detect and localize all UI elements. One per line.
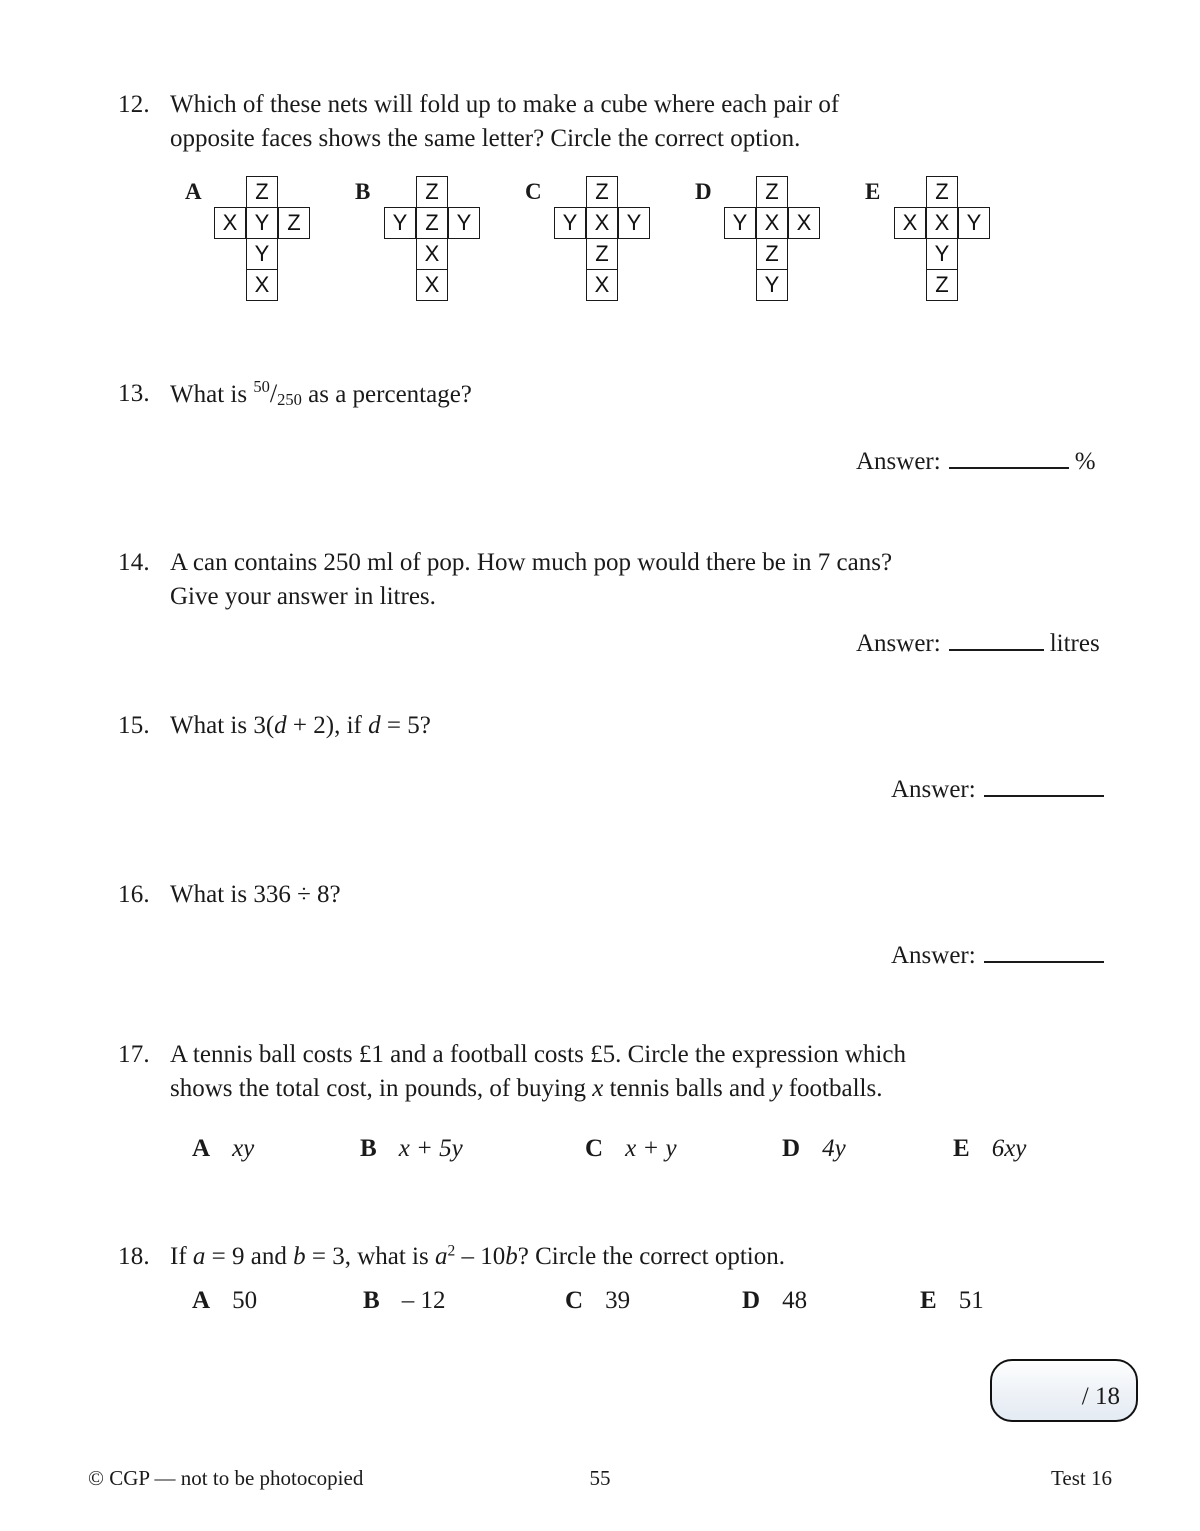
answer-line-q15[interactable] [891, 774, 1110, 806]
net-b-cell-middle-right: Y [448, 207, 480, 239]
q18-option-e[interactable] [920, 1285, 984, 1317]
q18-option-d[interactable] [742, 1285, 807, 1317]
q18-option-d-value: 48 [782, 1287, 808, 1314]
q18-option-d-letter: D [742, 1287, 761, 1314]
q17-option-e[interactable] [953, 1133, 1026, 1165]
footer-page-number: 55 [589, 1466, 611, 1490]
q18-option-c-value: 39 [605, 1287, 631, 1314]
question-13-suffix: as a percentage? [301, 381, 472, 408]
answer-rule-q16[interactable] [984, 941, 1104, 963]
question-15-part-1: What is 3( [170, 712, 275, 739]
q18-option-b-value: – 12 [401, 1287, 446, 1314]
fraction-denominator: 250 [277, 389, 302, 409]
q17-option-e-letter: E [953, 1135, 970, 1162]
footer-test-label: Test 16 [1051, 1466, 1112, 1490]
net-d-label: D [695, 179, 712, 204]
net-c-label: C [525, 179, 542, 204]
q18-option-c[interactable] [565, 1285, 630, 1317]
page-footer [0, 1462, 1200, 1494]
question-15 [108, 709, 808, 743]
fraction-numerator: 50 [253, 376, 270, 396]
question-18-part-4: – 10 [455, 1243, 506, 1270]
question-17-line-1: A tennis ball costs £1 and a football costs £5. Circle the expression which [170, 1041, 906, 1068]
question-13-text [170, 377, 472, 412]
net-d-cell-top: Z [756, 176, 788, 208]
q18-option-c-letter: C [565, 1287, 584, 1314]
marks-box[interactable] [990, 1359, 1138, 1422]
question-12-text [170, 88, 839, 156]
question-12-line-1: Which of these nets will fold up to make a cube where each pair of [170, 91, 840, 118]
question-15-text [170, 709, 431, 743]
question-15-number: 15. [118, 712, 150, 739]
question-15-part-2: + 2), if [286, 712, 369, 739]
net-e-cell-middle-right: Y [958, 207, 990, 239]
net-c-cell-lower: Z [586, 238, 618, 270]
net-d-cell-middle-right: X [788, 207, 820, 239]
question-17-number: 17. [118, 1041, 150, 1068]
question-18-part-3: = 3, what is [305, 1243, 435, 1270]
answer-label-q14: Answer: [856, 630, 941, 657]
question-18-part-1: If [170, 1243, 193, 1270]
net-c-cell-bottom: X [586, 269, 618, 301]
question-18-variable-b-2: b [505, 1243, 518, 1270]
net-a-cell-middle-left: X [214, 207, 246, 239]
answer-line-q14[interactable] [856, 628, 1100, 660]
net-c-cell-middle-left: Y [554, 207, 586, 239]
question-18-part-2: = 9 and [205, 1243, 294, 1270]
question-14 [108, 546, 1108, 614]
fraction-50-over-250 [253, 377, 302, 412]
answer-rule-q13[interactable] [949, 447, 1069, 469]
question-13-number: 13. [118, 380, 150, 407]
marks-total-label: / 18 [1081, 1383, 1120, 1410]
question-17 [108, 1038, 1118, 1106]
net-e-cell-lower: Y [926, 238, 958, 270]
net-d-cell-lower: Z [756, 238, 788, 270]
question-17-line-2-part-3: footballs. [782, 1075, 883, 1102]
question-17-variable-y: y [771, 1075, 783, 1102]
question-14-line-1: A can contains 250 ml of pop. How much pop would there be in 7 cans? [170, 549, 893, 576]
answer-label-q13: Answer: [856, 448, 941, 475]
question-12-line-2: opposite faces shows the same letter? Circle the correct option. [170, 125, 801, 152]
question-18-exponent: 2 [447, 1242, 456, 1260]
net-e-cell-middle-centre: X [926, 207, 958, 239]
answer-line-q13[interactable] [856, 446, 1096, 478]
net-b-cell-lower: X [416, 238, 448, 270]
net-a-cell-bottom: X [246, 269, 278, 301]
footer-copyright: © CGP — not to be photocopied [88, 1466, 364, 1490]
net-e-label: E [865, 179, 881, 204]
question-17-text [170, 1038, 906, 1106]
question-18-variable-a-2: a [434, 1243, 448, 1270]
q18-option-a-letter: A [192, 1287, 211, 1314]
question-17-line-2-part-1: shows the total cost, in pounds, of buying [170, 1075, 593, 1102]
net-b-cell-middle-left: Y [384, 207, 416, 239]
q17-option-a-letter: A [192, 1135, 211, 1162]
q18-option-a[interactable] [192, 1285, 257, 1317]
net-b-label: B [355, 179, 371, 204]
question-18-part-5: ? Circle the correct option. [517, 1243, 785, 1270]
question-13 [108, 377, 908, 412]
q17-option-a[interactable] [192, 1133, 254, 1165]
question-15-variable-d-2: d [368, 712, 381, 739]
q18-option-b-letter: B [363, 1287, 380, 1314]
question-16-number: 16. [118, 881, 150, 908]
net-a-cell-top: Z [246, 176, 278, 208]
answer-line-q16[interactable] [891, 940, 1110, 972]
question-18-options [170, 1285, 1070, 1321]
net-a-cell-middle-centre: Y [246, 207, 278, 239]
answer-label-q15: Answer: [891, 776, 976, 803]
cube-nets-group [185, 176, 1085, 311]
net-d-cell-middle-left: Y [724, 207, 756, 239]
answer-label-q16: Answer: [891, 942, 976, 969]
q17-option-c[interactable] [585, 1133, 677, 1165]
question-18-number: 18. [118, 1243, 150, 1270]
q18-option-e-value: 51 [958, 1287, 984, 1314]
question-18 [108, 1240, 1008, 1274]
answer-rule-q14[interactable] [949, 629, 1044, 651]
net-d-cell-bottom: Y [756, 269, 788, 301]
question-15-part-3: = 5? [380, 712, 431, 739]
question-17-line-2 [170, 1072, 906, 1106]
q17-option-d-value: 4y [822, 1135, 846, 1162]
q18-option-e-letter: E [920, 1287, 937, 1314]
net-a-cell-lower: Y [246, 238, 278, 270]
answer-unit-q14: litres [1049, 630, 1100, 657]
question-16-text: What is 336 ÷ 8? [170, 881, 341, 908]
fraction-slash: / [269, 379, 278, 408]
net-d-cell-middle-centre: X [756, 207, 788, 239]
net-b-cell-bottom: X [416, 269, 448, 301]
net-a-label: A [185, 179, 202, 204]
answer-rule-q15[interactable] [984, 775, 1104, 797]
question-14-line-2: Give your answer in litres. [170, 583, 436, 610]
q18-option-b[interactable] [363, 1285, 445, 1317]
q17-option-a-value: xy [232, 1135, 255, 1162]
question-15-variable-d-1: d [274, 712, 287, 739]
question-13-prefix: What is [170, 381, 254, 408]
net-c-cell-middle-centre: X [586, 207, 618, 239]
question-18-text [170, 1240, 785, 1274]
q17-option-b-letter: B [360, 1135, 377, 1162]
net-e-cell-bottom: Z [926, 269, 958, 301]
q17-option-d[interactable] [782, 1133, 846, 1165]
q17-option-b-value: x + 5y [398, 1135, 463, 1162]
question-12-number: 12. [118, 91, 150, 118]
question-17-line-2-part-2: tennis balls and [603, 1075, 772, 1102]
q17-option-e-value: 6xy [991, 1135, 1027, 1162]
question-14-text [170, 546, 892, 614]
question-18-variable-a-1: a [192, 1243, 206, 1270]
q17-option-c-value: x + y [625, 1135, 677, 1162]
question-12 [108, 88, 1108, 156]
net-b-cell-middle-centre: Z [416, 207, 448, 239]
question-14-number: 14. [118, 549, 150, 576]
net-b-cell-top: Z [416, 176, 448, 208]
net-c-cell-top: Z [586, 176, 618, 208]
question-17-options [170, 1133, 1090, 1169]
q17-option-b[interactable] [360, 1133, 463, 1165]
net-e-cell-middle-left: X [894, 207, 926, 239]
answer-unit-q13: % [1074, 448, 1096, 475]
q18-option-a-value: 50 [232, 1287, 258, 1314]
question-18-variable-b-1: b [293, 1243, 306, 1270]
net-e-cell-top: Z [926, 176, 958, 208]
q17-option-c-letter: C [585, 1135, 604, 1162]
q17-option-d-letter: D [782, 1135, 801, 1162]
net-c-cell-middle-right: Y [618, 207, 650, 239]
question-16 [108, 878, 808, 912]
net-a-cell-middle-right: Z [278, 207, 310, 239]
question-17-variable-x: x [592, 1075, 604, 1102]
